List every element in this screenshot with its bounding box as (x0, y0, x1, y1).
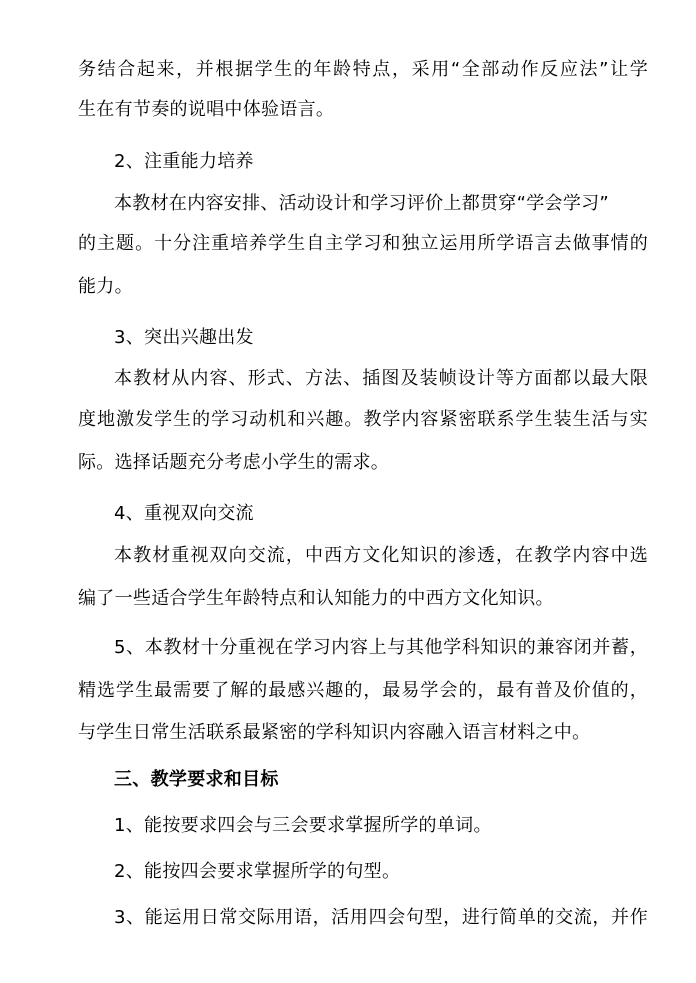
section-heading: 3、突出兴趣出发 (114, 327, 254, 348)
paragraph-line: 本教材从内容、形式、方法、插图及装帧设计等方面都以最大限 (114, 368, 648, 389)
paragraph-line: 度地激发学生的学习动机和兴趣。教学内容紧密联系学生装生活与实 (78, 409, 648, 430)
paragraph-line: 能力。 (78, 276, 133, 297)
requirement-item: 1、能按要求四会与三会要求掌握所学的单词。 (114, 815, 492, 836)
paragraph-line: 精选学生最需要了解的最感兴趣的，最易学会的，最有普及价值的， (78, 680, 648, 701)
paragraph-line: 5、本教材十分重视在学习内容上与其他学科知识的兼容闭并蓄， (114, 637, 648, 658)
paragraph-line: 本教材在内容安排、活动设计和学习评价上都贯穿“学会学习” (114, 193, 610, 214)
paragraph-line: 务结合起来，并根据学生的年龄特点，采用“全部动作反应法”让学 (78, 59, 648, 80)
paragraph-line: 与学生日常生活联系最紧密的学科知识内容融入语言材料之中。 (78, 722, 591, 743)
paragraph-line: 际。选择话题充分考虑小学生的需求。 (78, 452, 390, 473)
paragraph-line: 生在有节奏的说唱中体验语言。 (78, 99, 335, 120)
section-heading: 2、注重能力培养 (114, 151, 254, 172)
section-heading: 4、重视双向交流 (114, 503, 254, 524)
paragraph-line: 本教材重视双向交流，中西方文化知识的渗透，在教学内容中选 (114, 545, 648, 566)
requirement-item: 2、能按四会要求掌握所学的句型。 (114, 861, 401, 882)
paragraph-line: 的主题。十分注重培养学生自主学习和独立运用所学语言去做事情的 (78, 233, 648, 254)
section-heading: 三、教学要求和目标 (114, 769, 279, 790)
requirement-item: 3、能运用日常交际用语，活用四会句型，进行简单的交流，并作 (114, 907, 648, 928)
paragraph-line: 编了一些适合学生年龄特点和认知能力的中西方文化知识。 (78, 588, 554, 609)
